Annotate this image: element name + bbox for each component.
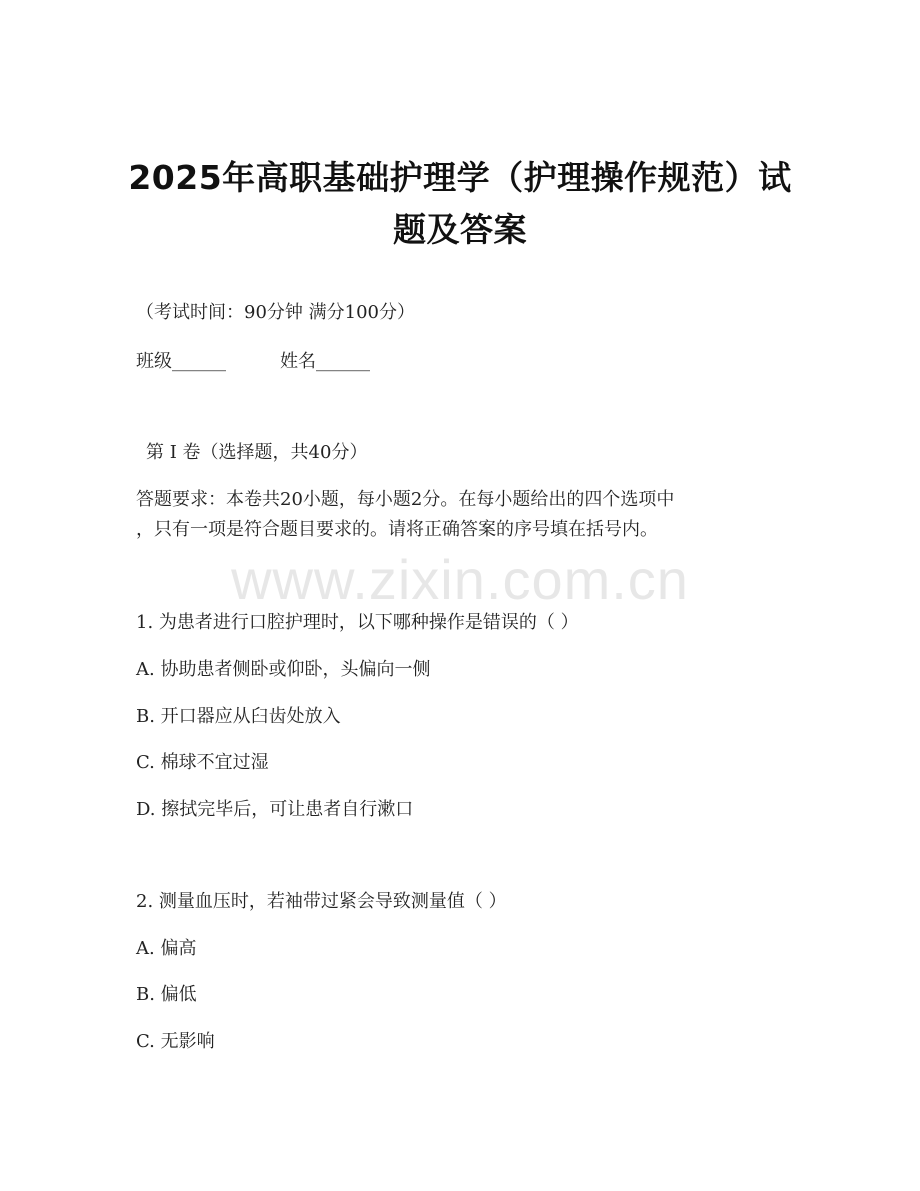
section-title: 第 I 卷（选择题，共40分） xyxy=(146,442,368,463)
question-stem: 1. 为患者进行口腔护理时，以下哪种操作是错误的（ ） xyxy=(136,612,579,633)
page-title xyxy=(110,152,810,256)
option-b: B. 偏低 xyxy=(136,984,197,1005)
option-a: A. 协助患者侧卧或仰卧，头偏向一侧 xyxy=(136,659,431,680)
instructions-line-1: 答题要求：本卷共20小题，每小题2分。在每小题给出的四个选项中 xyxy=(136,489,675,510)
title-line-1: 2025年高职基础护理学（护理操作规范）试 xyxy=(128,158,792,197)
name-field: 姓名______ xyxy=(280,351,370,372)
watermark: www.zixin.com.cn xyxy=(231,548,689,611)
question-stem: 2. 测量血压时，若袖带过紧会导致测量值（ ） xyxy=(136,891,507,912)
option-c: C. 无影响 xyxy=(136,1031,215,1052)
option-d: D. 擦拭完毕后，可让患者自行漱口 xyxy=(136,799,414,820)
title-line-2: 题及答案 xyxy=(393,210,527,249)
instructions-line-2: ，只有一项是符合题目要求的。请将正确答案的序号填在括号内。 xyxy=(136,519,658,540)
option-b: B. 开口器应从臼齿处放入 xyxy=(136,706,341,727)
exam-info: （考试时间：90分钟 满分100分） xyxy=(136,302,415,323)
class-field: 班级______ xyxy=(136,351,226,372)
option-c: C. 棉球不宜过湿 xyxy=(136,752,269,773)
option-a: A. 偏高 xyxy=(136,938,197,959)
student-info-row xyxy=(136,349,370,375)
